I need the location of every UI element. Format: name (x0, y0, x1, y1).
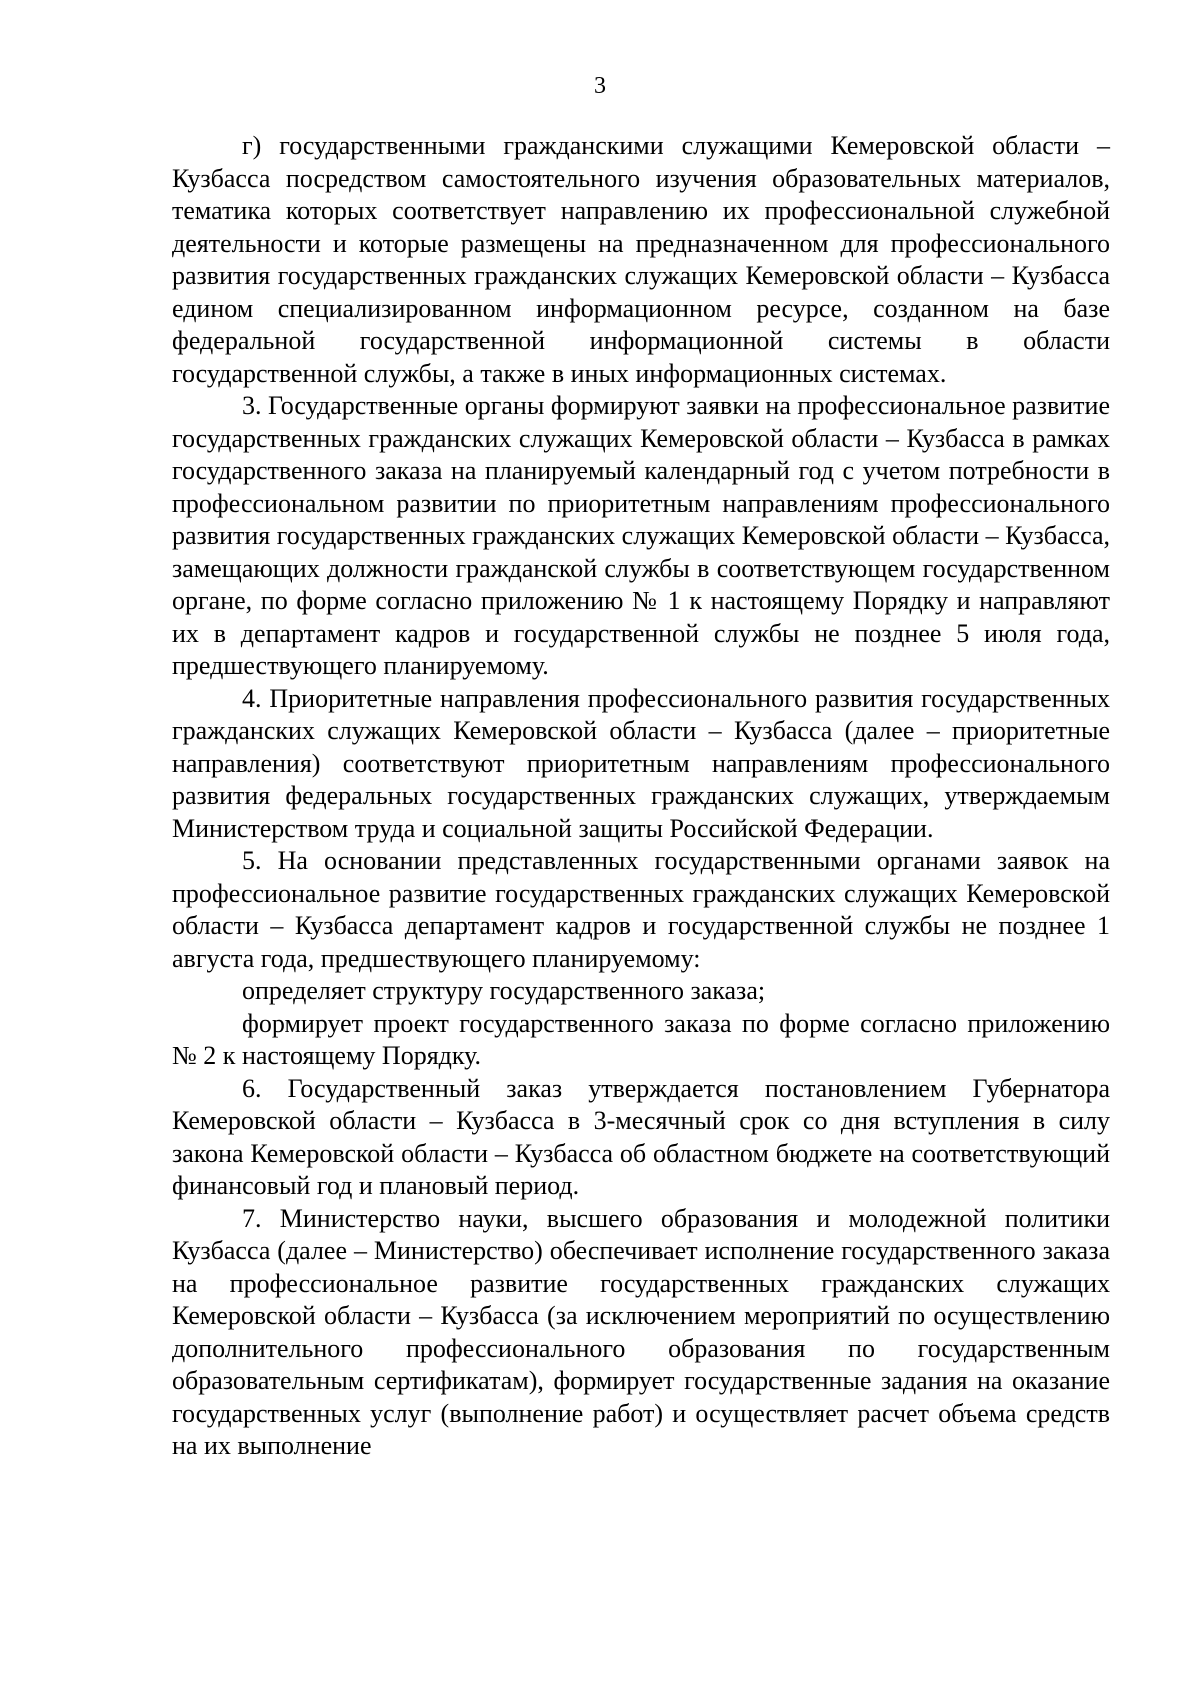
paragraph-4: 4. Приоритетные направления профессионального развития государственных гражданских служащих Кемеровской области – Кузбасса (далее – приоритетные направления) соответствуют приоритетным направлениям профессионального развития федеральных государственных гражданских служащих, утверждаемым Министерством труда и социальной защиты Российской Федерации. (172, 683, 1110, 843)
page-number: 3 (594, 73, 606, 99)
paragraph-6: 6. Государственный заказ утверждается постановлением Губернатора Кемеровской области – Кузбасса в 3-месячный срок со дня вступления в силу закона Кемеровской области – Кузбасса об областном бюджете на соответствующий финансовый год и плановый период. (172, 1073, 1110, 1200)
paragraph-subitem-g: г) государственными гражданскими служащими Кемеровской области – Кузбасса посредством самостоятельного изучения образовательных материалов, тематика которых соответствует направлению их профессиональной служебной деятельности и которые размещены на предназначенном для профессионального развития государственных гражданских служащих Кемеровской области – Кузбасса едином специализированном информационном ресурсе, созданном на базе федеральной государственной информационной системы в области государственной службы, а также в иных информационных системах. (172, 131, 1110, 388)
document-body (172, 130, 1110, 1463)
paragraph-3: 3. Государственные органы формируют заявки на профессиональное развитие государственных гражданских служащих Кемеровской области – Кузбасса в рамках государственного заказа на планируемый календарный год с учетом потребности в профессиональном развитии по приоритетным направлениям профессионального развития государственных гражданских служащих Кемеровской области – Кузбасса, замещающих должности гражданской службы в соответствующем государственном органе, по форме согласно приложению № 1 к настоящему Порядку и направляют их в департамент кадров и государственной службы не позднее 5 июля года, предшествующего планируемому. (172, 391, 1110, 680)
paragraph-5: 5. На основании представленных государственными органами заявок на профессиональное развитие государственных гражданских служащих Кемеровской области – Кузбасса департамент кадров и государственной службы не позднее 1 августа года, предшествующего планируемому: (172, 846, 1110, 973)
paragraph-5-item-draft: формирует проект государственного заказа по форме согласно приложению № 2 к настоящему Порядку. (172, 1008, 1110, 1070)
paragraph-5-item-structure: определяет структуру государственного заказа; (242, 976, 766, 1005)
paragraph-7: 7. Министерство науки, высшего образования и молодежной политики Кузбасса (далее – Министерство) обеспечивает исполнение государственного заказа на профессиональное развитие государственных гражданских служащих Кемеровской области – Кузбасса (за исключением мероприятий по осуществлению дополнительного профессионального образования по государственным образовательным сертификатам), формирует государственные задания на оказание государственных услуг (выполнение работ) и осуществляет расчет объема средств на их выполнение (172, 1203, 1110, 1460)
